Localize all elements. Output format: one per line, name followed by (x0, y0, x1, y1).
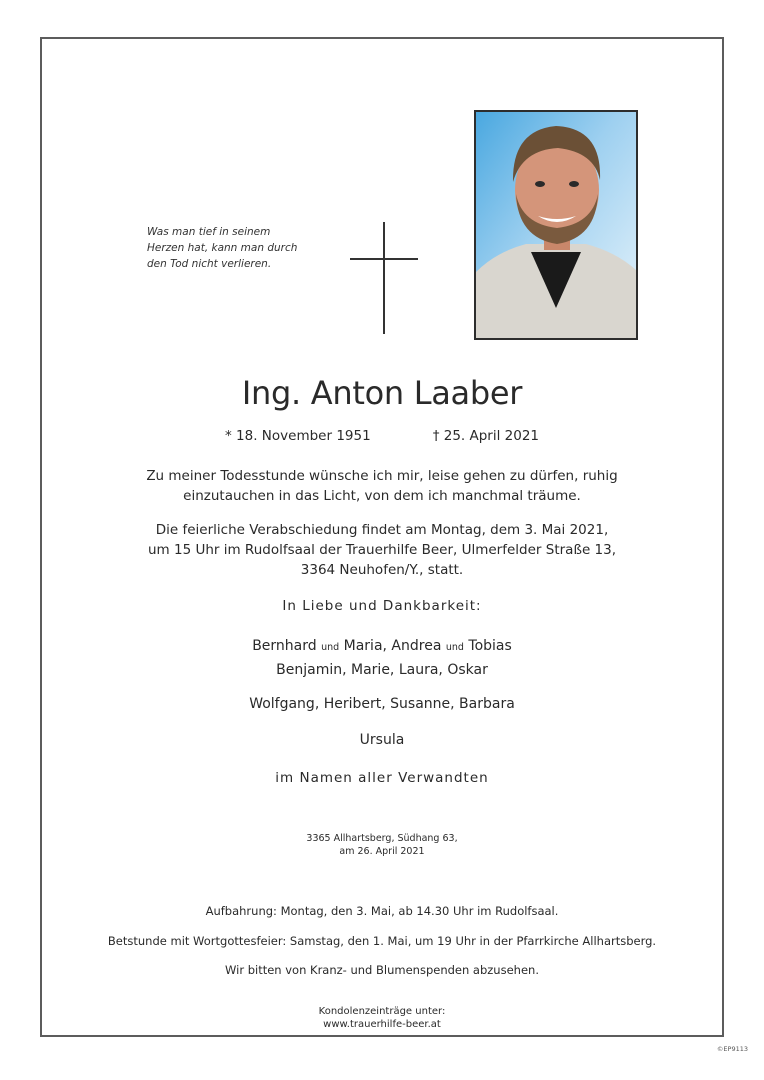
cross-icon-bar (350, 258, 418, 260)
family-line-1 (40, 638, 724, 654)
family-und: und (445, 642, 464, 653)
family-line-3: Wolfgang, Heribert, Susanne, Barbara (249, 696, 515, 712)
cross-icon (383, 222, 385, 334)
family-line-4: Ursula (359, 732, 405, 748)
poem-text (40, 466, 724, 506)
place-date (40, 832, 724, 858)
quote-line: Herzen hat, kann man durch (147, 242, 298, 254)
ceremony-line: um 15 Uhr im Rudolfsaal der Trauerhilfe Beer, Ulmerfelder Straße 13, (147, 542, 617, 558)
love-line: In Liebe und Dankbarkeit: (282, 598, 482, 614)
family-und: und (321, 642, 340, 653)
betstunde-note: Betstunde mit Wortgottesfeier: Samstag, den 1. Mai, um 19 Uhr in der Pfarrkirche Allhartsberg. (107, 934, 657, 948)
quote-line: den Tod nicht verlieren. (147, 258, 272, 270)
portrait-illustration (476, 112, 636, 338)
condolence-info (40, 1005, 724, 1031)
poem-line: Zu meiner Todesstunde wünsche ich mir, leise gehen zu dürfen, ruhig (146, 468, 618, 484)
memorial-quote (147, 224, 347, 272)
birth-date: * 18. November 1951 (225, 428, 371, 444)
family-name: Tobias (468, 638, 512, 654)
family-line-2: Benjamin, Marie, Laura, Oskar (276, 662, 488, 678)
date-line: am 26. April 2021 (339, 846, 425, 857)
condolence-label: Kondolenzeinträge unter: (318, 1006, 446, 1017)
ceremony-line: 3364 Neuhofen/Y., statt. (300, 562, 464, 578)
deceased-name: Ing. Anton Laaber (241, 374, 523, 412)
ceremony-line: Die feierliche Verabschiedung findet am Montag, dem 3. Mai 2021, (155, 522, 609, 538)
portrait-photo (474, 110, 638, 340)
condolence-link[interactable]: www.trauerhilfe-beer.at (323, 1019, 441, 1030)
family-name: Bernhard (252, 638, 317, 654)
place-line: 3365 Allhartsberg, Südhang 63, (306, 833, 458, 844)
print-mark: ©EP9113 (716, 1045, 748, 1053)
ceremony-info (40, 520, 724, 580)
family-name: Maria, Andrea (343, 638, 442, 654)
poem-line: einzutauchen in das Licht, von dem ich manchmal träume. (183, 488, 581, 504)
spenden-note: Wir bitten von Kranz- und Blumenspenden abzusehen. (225, 963, 539, 977)
quote-line: Was man tief in seinem (147, 226, 271, 238)
death-date: † 25. April 2021 (432, 428, 539, 444)
relatives-line: im Namen aller Verwandten (275, 770, 489, 786)
aufbahrung-note: Aufbahrung: Montag, den 3. Mai, ab 14.30 Uhr im Rudolfsaal. (205, 904, 559, 918)
life-dates (40, 428, 724, 444)
